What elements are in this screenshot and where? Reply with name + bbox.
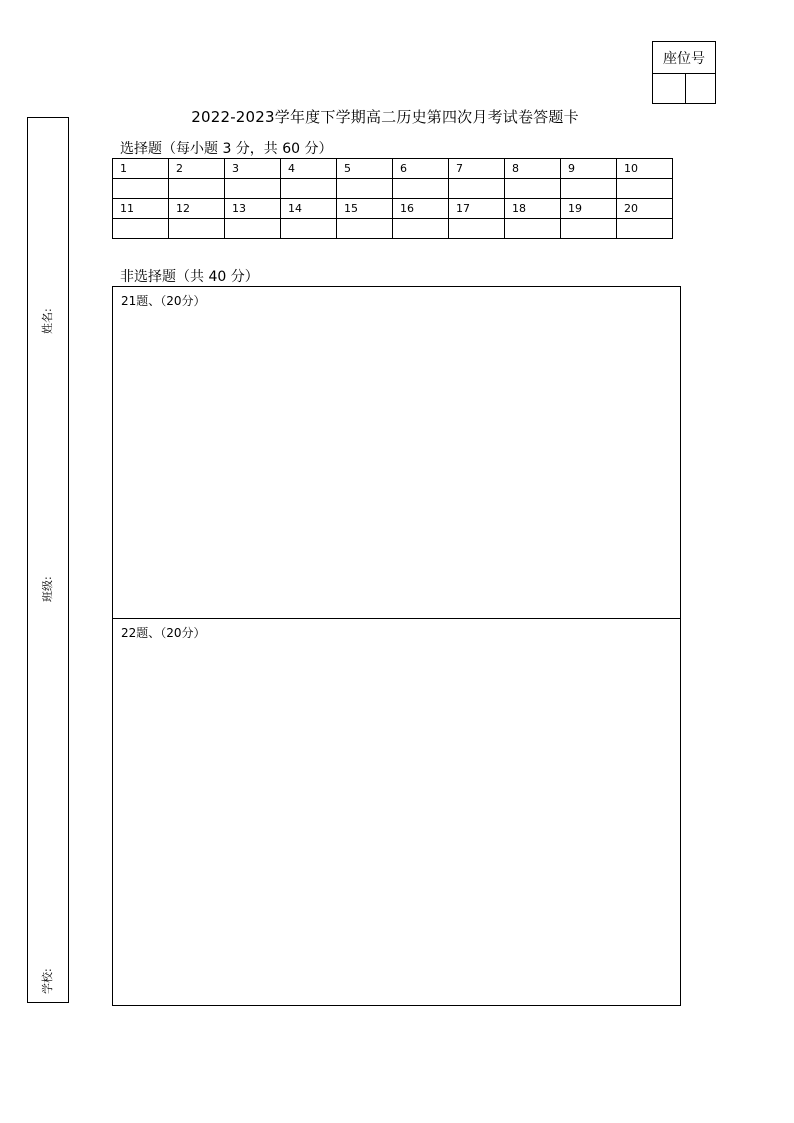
seat-number-box [652,41,716,104]
question-number-cell: 3 [225,159,281,179]
name-label: 姓名: [41,308,54,334]
question-number-cell: 12 [169,199,225,219]
question-22-label: 22题、（20分） [121,626,206,640]
question-number-cell: 7 [449,159,505,179]
question-number-row [113,159,673,179]
answer-cell[interactable] [169,219,225,239]
answer-row [113,219,673,239]
answer-cell[interactable] [393,179,449,199]
question-number-cell: 9 [561,159,617,179]
question-number-cell: 5 [337,159,393,179]
answer-cell[interactable] [617,219,673,239]
page-title: 2022-2023学年度下学期高二历史第四次月考试卷答题卡 [191,108,579,126]
class-label: 班级: [41,576,54,602]
answer-cell[interactable] [561,219,617,239]
seat-number-label: 座位号 [653,42,715,74]
answer-cell[interactable] [505,179,561,199]
written-answer-area [112,286,681,1006]
question-number-cell: 17 [449,199,505,219]
answer-cell[interactable] [449,179,505,199]
answer-cell[interactable] [113,219,169,239]
multiple-choice-grid [112,158,673,239]
question-21-answer-box[interactable] [113,287,680,619]
answer-row [113,179,673,199]
question-number-cell: 13 [225,199,281,219]
answer-cell[interactable] [617,179,673,199]
answer-cell[interactable] [169,179,225,199]
seat-number-divider [685,74,686,104]
question-number-cell: 16 [393,199,449,219]
answer-cell[interactable] [337,219,393,239]
question-21-label: 21题、（20分） [121,294,206,308]
multiple-choice-heading: 选择题（每小题 3 分，共 60 分） [120,141,333,157]
non-multiple-choice-heading: 非选择题（共 40 分） [120,269,259,285]
student-info-strip [27,117,69,1003]
answer-cell[interactable] [449,219,505,239]
question-number-cell: 4 [281,159,337,179]
question-number-cell: 18 [505,199,561,219]
answer-cell[interactable] [337,179,393,199]
school-label: 学校: [41,968,54,994]
question-number-cell: 6 [393,159,449,179]
answer-cell[interactable] [281,179,337,199]
question-22-answer-box[interactable] [113,619,680,1005]
question-number-cell: 14 [281,199,337,219]
question-number-cell: 11 [113,199,169,219]
answer-cell[interactable] [561,179,617,199]
answer-cell[interactable] [281,219,337,239]
question-number-cell: 1 [113,159,169,179]
answer-cell[interactable] [393,219,449,239]
question-number-cell: 10 [617,159,673,179]
question-number-cell: 2 [169,159,225,179]
answer-cell[interactable] [505,219,561,239]
question-number-cell: 15 [337,199,393,219]
question-number-cell: 8 [505,159,561,179]
answer-cell[interactable] [225,219,281,239]
answer-cell[interactable] [113,179,169,199]
question-number-cell: 20 [617,199,673,219]
answer-cell[interactable] [225,179,281,199]
question-number-cell: 19 [561,199,617,219]
question-number-row [113,199,673,219]
